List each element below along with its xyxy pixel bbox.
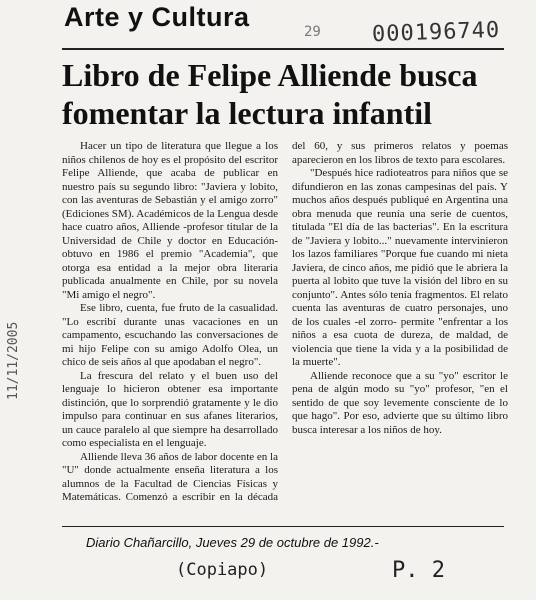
- handwritten-page-number: P. 2: [392, 558, 445, 583]
- article-paragraph: "Después hice radioteatros para niños que se difundieron en las zonas campesinas del país. Y muchos años después publiqué en Argentina una obra menuda que reunía una serie de cuentos, titulada "El día de las bacterias". En la escritura de "Javiera y lobito..." nuevamente intervinieron los lazos familiares "Porque fue cuando mi nieta Javiera, de cinco años, me pidió que le abriera la puerta al lobito que tuve la visión del libro en su conjunto". Antes sólo tenía fragmentos. El relato cuenta las aventuras de cuatro personajes, uno de los cuales -el zorro- permite "enfrentar a los niños a esa cuota de dureza, de maldad, de violencia que tiene la vida y a la posibilidad de la muerte".: [292, 167, 508, 368]
- section-title: Arte y Cultura: [64, 2, 250, 32]
- handwritten-mark: 29: [304, 24, 321, 40]
- article-paragraph: La frescura del relato y el buen uso del lenguaje lo hicieron obtener esa importante distinción, que lo sorprendió gratamente y le dio impulso para continuar en sus afanes literarios, un cauce paralelo al que siempre ha desarrollado como especialista en el lenguaje.: [62, 369, 278, 449]
- article-paragraph: Ese libro, cuenta, fue fruto de la casualidad. "Lo escribí durante unas vacaciones en un campamento, escuchando las conversaciones de mi hijo Felipe con su amigo Adolfo Olea, un chico de seis años al que apodaban el negro".: [62, 302, 278, 368]
- handwritten-location: (Copiapo): [176, 560, 269, 580]
- bottom-rule: [62, 526, 504, 527]
- article-paragraph: Hacer un tipo de literatura que llegue a los niños chilenos de hoy es el propósito del escritor Felipe Alliende, que acaba de publicar en nuestro país su segundo libro: "Javiera y lobito, con las aventuras de Sebastián y el amigo zorro" (Ediciones SM). Académicos de la Lengua desde hace cuatro años, Alliende -profesor titular de la Universidad de Chile y doctor en Educación- obtuvo en 1986 el premio "Academia", que otorga esa entidad a la mejor obra literaria publicada anualmente en Chile, por su novela "Mi amigo el negro".: [62, 140, 278, 301]
- top-rule: [62, 48, 504, 50]
- article-body: [62, 140, 508, 518]
- handwritten-catalog-number: 000196740: [371, 17, 501, 48]
- article-paragraph: Alliende lleva 36 años de labor docente en la "U" donde actualmente enseña literatura a los alumnos de la Facultad de Ciencias Físicas y Matemáticas. Comenzó a escribir en la década del 60, y sus primeros relatos y poemas aparecieron en los libros de texto para escolares.: [62, 140, 508, 503]
- article-headline: Libro de Felipe Alliende busca fomentar la lectura infantil: [62, 57, 478, 131]
- handwritten-side-note: 11/11/2005: [6, 321, 21, 400]
- article-paragraph: Alliende reconoce que a su "yo" escritor le pena de algún modo su "yo" profesor, "en el sentido de que soy levemente consciente de lo que hago". Por eso, advierte que su último libro busca interesar a los niños de hoy.: [292, 369, 508, 436]
- source-citation: Diario Chañarcillo, Jueves 29 de octubre de 1992.-: [86, 535, 379, 550]
